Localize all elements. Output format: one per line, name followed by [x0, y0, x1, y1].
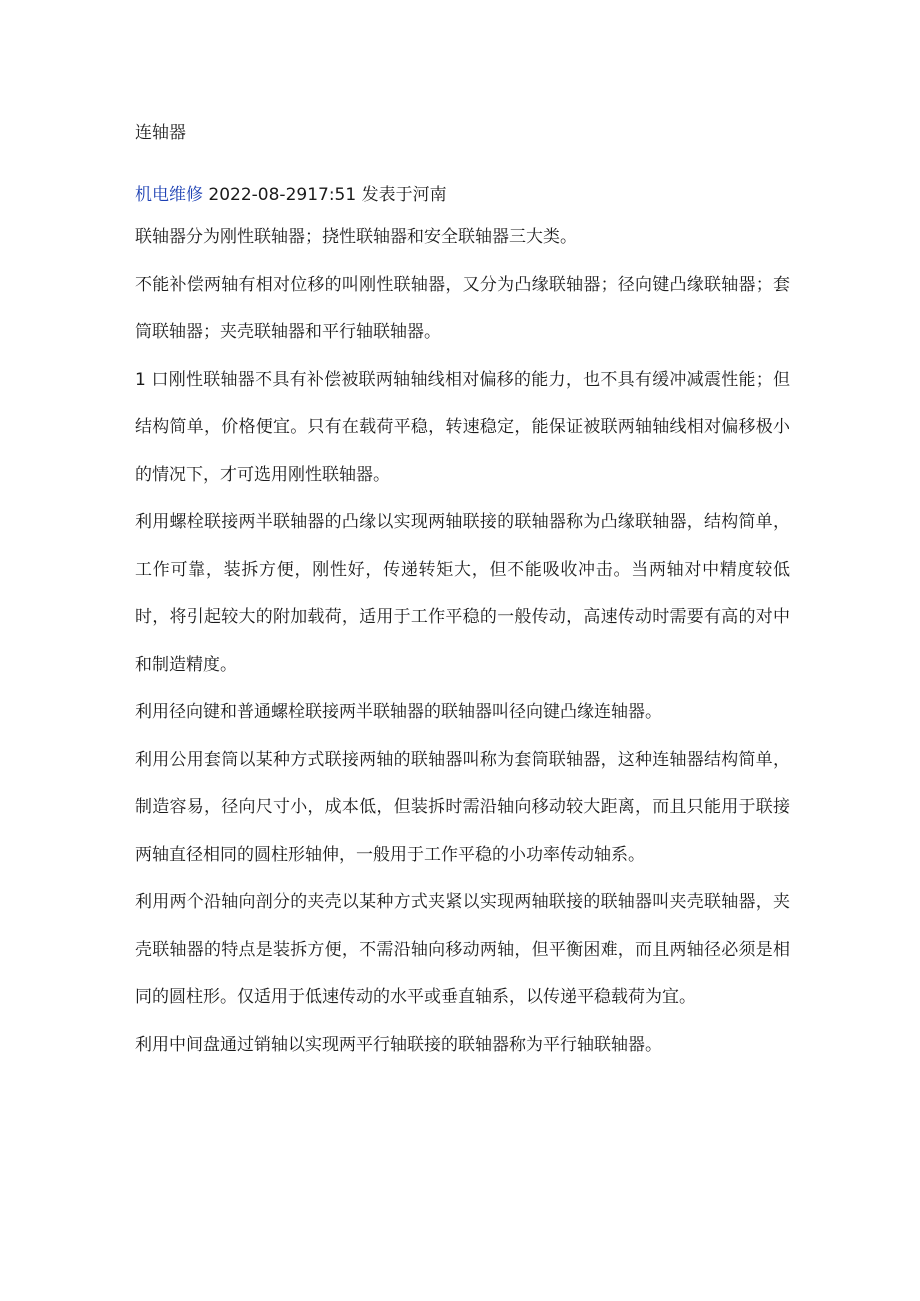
- paragraph: 1 口刚性联轴器不具有补偿被联两轴轴线相对偏移的能力，也不具有缓冲减震性能；但结构简单，价格便宜。只有在载荷平稳，转速稳定，能保证被联两轴轴线相对偏移极小的情况下，才可选用刚性联轴器。: [135, 369, 790, 485]
- paragraph: 利用中间盘通过销轴以实现两平行轴联接的联轴器称为平行轴联轴器。: [135, 1034, 662, 1055]
- paragraph: 不能补偿两轴有相对位移的叫刚性联轴器，又分为凸缘联轴器；径向键凸缘联轴器；套筒联轴器；夹壳联轴器和平行轴联轴器。: [135, 274, 790, 342]
- paragraph: 利用螺栓联接两半联轴器的凸缘以实现两轴联接的联轴器称为凸缘联轴器，结构简单，工作可靠，装拆方便，刚性好，传递转矩大，但不能吸收冲击。当两轴对中精度较低时，将引起较大的附加载荷，适用于工作平稳的一般传动，高速传动时需要有高的对中和制造精度。: [135, 512, 790, 675]
- paragraph: 利用径向键和普通螺栓联接两半联轴器的联轴器叫径向键凸缘连轴器。: [135, 702, 662, 722]
- article-title: 连轴器: [135, 123, 186, 143]
- article-body: [135, 118, 790, 1069]
- publish-datetime: 2022-08-2917:51: [208, 185, 357, 205]
- paragraph: 利用公用套筒以某种方式联接两轴的联轴器叫称为套筒联轴器，这种连轴器结构简单，制造容易，径向尺寸小，成本低，但装拆时需沿轴向移动较大距离，而且只能用于联接两轴直径相同的圆柱形轴伸，一般用于工作平稳的小功率传动轴系。: [135, 749, 790, 865]
- author-link[interactable]: 机电维修: [135, 185, 203, 205]
- paragraph: 联轴器分为刚性联轴器；挠性联轴器和安全联轴器三大类。: [135, 227, 577, 247]
- publish-location: 发表于河南: [361, 185, 447, 205]
- paragraph: 利用两个沿轴向剖分的夹壳以某种方式夹紧以实现两轴联接的联轴器叫夹壳联轴器，夹壳联轴器的特点是装拆方便，不需沿轴向移动两轴，但平衡困难，而且两轴径必须是相同的圆柱形。仅适用于低速传动的水平或垂直轴系，以传递平稳载荷为宜。: [135, 892, 790, 1007]
- article-meta: [135, 180, 790, 210]
